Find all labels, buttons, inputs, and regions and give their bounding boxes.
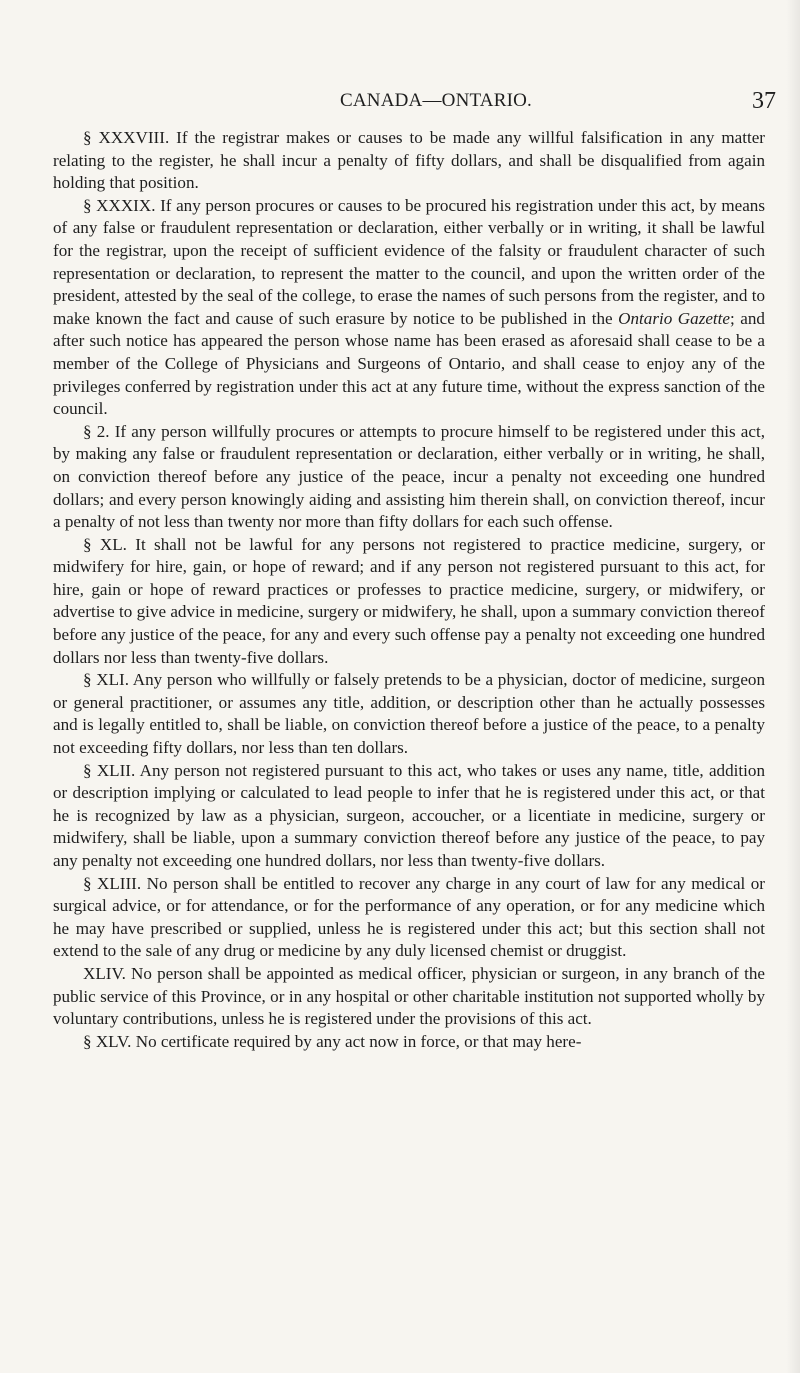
paragraph-section-45 [53, 1031, 765, 1054]
paragraph-section-38 [53, 127, 765, 195]
section-text: No person shall be appointed as medical officer, physician or surgeon, in any branch of the public service of this Province, or in any hospital or other charitable institution not supported wholly by voluntary contributions, unless he is registered under the provisions of this act. [53, 963, 765, 1029]
section-text: Any person who willfully or falsely pretends to be a physician, doctor of medicine, surgeon or general practitioner, or assumes any title, addition, or description other than he actually possesses and is legally entitled to, shall be liable, on conviction thereof before a justice of the peace, to a penalty not exceeding fifty dollars, nor less than ten dollars. [53, 670, 765, 758]
section-number: § 2. [83, 421, 110, 441]
paragraph-section-39 [53, 195, 765, 421]
section-number: § XLV. [83, 1031, 132, 1051]
section-number: § XL. [83, 534, 127, 554]
section-text: If any person willfully procures or attempts to procure himself to be registered under this act, by making any false or fraudulent representation or declaration, either verbally or in writing, he shall, on conviction thereof before any justice of the peace, incur a penalty not exceeding one hundred dollars; and every person knowingly aiding and assisting him therein shall, on conviction thereof, incur a penalty of not less than twenty nor more than fifty dollars for each such offense. [53, 421, 766, 532]
paragraph-section-40 [53, 534, 765, 670]
section-number: § XLII. [83, 760, 136, 780]
paragraph-section-39-2 [53, 421, 765, 534]
section-text: If the registrar makes or causes to be made any willful falsification in any matter relating to the register, he shall incur a penalty of fifty dollars, and shall be disqualified from again holding that position. [53, 128, 765, 193]
page-header [0, 90, 800, 122]
section-text: No certificate required by any act now in force, or that may here- [135, 1031, 582, 1051]
paragraph-section-41 [53, 669, 765, 759]
gazette-title: Ontario Gazette [618, 308, 731, 328]
section-number: § XLI. [83, 670, 129, 690]
body-text [53, 127, 765, 1053]
section-text: No person shall be entitled to recover any charge in any court of law for any medical or surgical advice, or for attendance, or for the performance of any operation, or for any medicine which he may have prescribed or supplied, unless he is registered under this act; but this section shall not extend to the sale of any drug or medicine by any duly licensed chemist or druggist. [53, 873, 765, 961]
section-text: If any person procures or causes to be procured his registration under this act, by means of any false or fraudulent representation or declaration, either verbally or in writing, it shall be lawful for the registrar, upon the receipt of sufficient evidence of the falsity or fraudulent character of such representation or declaration, to represent the matter to the council, and upon the written order of the president, attested by the seal of the college, to erase the names of such persons from the register, and to make known the fact and cause of such erasure by notice to be published in the Ontario Gazette; and after such notice has appeared the person whose name has been erased as aforesaid shall cease to be a member of the College of Physicians and Surgeons of Ontario, and shall cease to enjoy any of the privileges conferred by registration under this act at any future time, without the express sanction of the council. [53, 195, 765, 419]
running-head: CANADA—ONTARIO. [340, 90, 532, 111]
section-text: Any person not registered pursuant to this act, who takes or uses any name, title, addition or description implying or calculated to lead people to infer that he is registered under this act, or that he is recognized by law as a physician, surgeon, accoucher, or a licentiate in medicine, surgery or midwifery, shall be liable, upon a summary conviction thereof before any justice of the peace, to pay any penalty not exceeding one hundred dollars, nor less than twenty-five dollars. [53, 760, 765, 870]
section-text: It shall not be lawful for any persons not registered to practice medicine, surgery, or midwifery for hire, gain, or hope of reward; and if any person not registered pursuant to this act, for hire, gain or hope of reward practices or professes to practice medicine, surgery, or midwifery, or advertise to give advice in medicine, surgery or midwifery, he shall, upon a summary conviction thereof before any justice of the peace, for any and every such offense pay a penalty not exceeding one hundred dollars nor less than twenty-five dollars. [53, 534, 765, 667]
page-edge-shadow [786, 0, 800, 1373]
page-number: 37 [752, 88, 776, 114]
section-number: § XXXVIII. [83, 128, 170, 147]
paragraph-section-42 [53, 760, 765, 873]
section-number: § XLIII. [83, 873, 142, 893]
section-number: XLIV. [83, 963, 126, 983]
section-number: § XXXIX. [83, 195, 156, 215]
paragraph-section-43 [53, 873, 765, 963]
paragraph-section-44 [53, 963, 765, 1031]
